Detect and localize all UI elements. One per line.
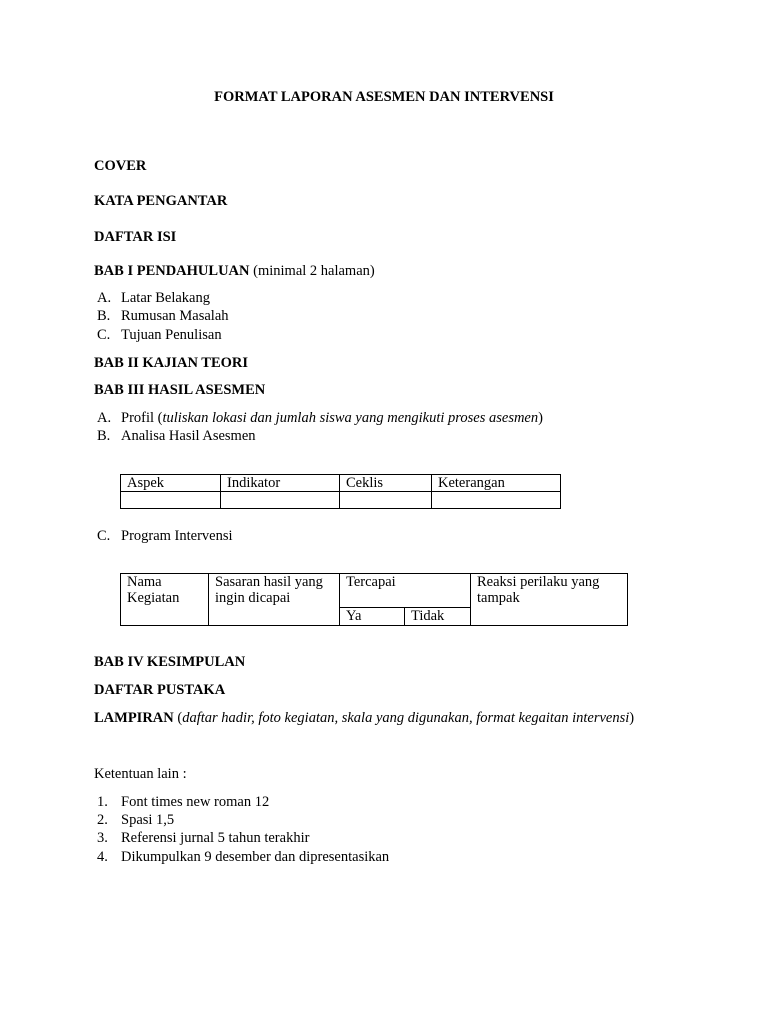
list-marker: 4. [97,849,108,865]
list-text: Dikumpulkan 9 desember dan dipresentasikan [121,849,390,865]
table-header-cell: Ceklis [340,475,432,492]
list-text: Program Intervensi [121,528,233,544]
table-cell [121,492,221,509]
list-text: Tujuan Penulisan [121,327,222,343]
bab2-heading: BAB II KAJIAN TEORI [94,355,249,371]
table-header-cell: Keterangan [432,475,561,492]
document-title: FORMAT LAPORAN ASESMEN DAN INTERVENSI [214,89,554,105]
table-header-row [121,574,628,608]
list-marker: C. [97,327,111,343]
bab1-heading-line [94,262,375,280]
table-header-cell-reaksi [471,574,628,626]
heading-cover: COVER [94,158,147,174]
list-marker: 3. [97,830,108,846]
table-subheader-cell-tidak: Tidak [405,608,471,626]
lampiran-heading: LAMPIRAN [94,710,174,726]
cell-line: Kegiatan [127,590,180,606]
cell-line: Reaksi perilaku yang [477,574,600,590]
table-cell [221,492,340,509]
bab1-note: (minimal 2 halaman) [249,263,375,279]
cell-line: tampak [477,590,520,606]
list-text: Rumusan Masalah [121,308,229,324]
list-text-line [121,409,543,427]
list-marker: A. [97,410,112,426]
table-analisa-hasil [120,474,561,509]
table-cell [432,492,561,509]
table-header-cell-nama-kegiatan [121,574,209,626]
list-marker: 2. [97,812,108,828]
list-text: Font times new roman 12 [121,794,270,810]
list-text: Latar Belakang [121,290,210,306]
list-marker: A. [97,290,112,306]
table-program-intervensi [120,573,628,626]
cell-line: ingin dicapai [215,590,291,606]
table-header-cell: Aspek [121,475,221,492]
list-text: Spasi 1,5 [121,812,175,828]
table-cell [340,492,432,509]
cell-line: Nama [127,574,162,590]
heading-daftar-isi: DAFTAR ISI [94,229,177,245]
list-marker: B. [97,428,111,444]
lampiran-close: ) [629,710,635,726]
list-marker: B. [97,308,111,324]
table-header-cell-tercapai: Tercapai [340,574,471,608]
table-header-cell-sasaran [209,574,340,626]
list-marker: 1. [97,794,108,810]
table-subheader-cell-ya: Ya [340,608,405,626]
bab4-heading: BAB IV KESIMPULAN [94,654,246,670]
ketentuan-heading: Ketentuan lain : [94,766,187,782]
list-text-italic: tuliskan lokasi dan jumlah siswa yang mengikuti proses asesmen [162,410,539,426]
list-marker: C. [97,528,111,544]
list-text-close: ) [538,410,543,426]
lampiran-italic: daftar hadir, foto kegiatan, skala yang digunakan, format kegaitan intervensi [182,710,630,726]
table-header-row [121,475,561,492]
heading-kata-pengantar: KATA PENGANTAR [94,193,228,209]
lampiran-open: ( [173,710,183,726]
cell-line: Sasaran hasil yang [215,574,323,590]
lampiran-line [94,709,634,727]
table-row [121,492,561,509]
list-text: Profil ( [121,410,163,426]
bab3-heading: BAB III HASIL ASESMEN [94,382,266,398]
list-text: Referensi jurnal 5 tahun terakhir [121,830,310,846]
heading-daftar-pustaka: DAFTAR PUSTAKA [94,682,226,698]
list-text: Analisa Hasil Asesmen [121,428,256,444]
bab1-heading: BAB I PENDAHULUAN [94,263,250,279]
table-header-cell: Indikator [221,475,340,492]
